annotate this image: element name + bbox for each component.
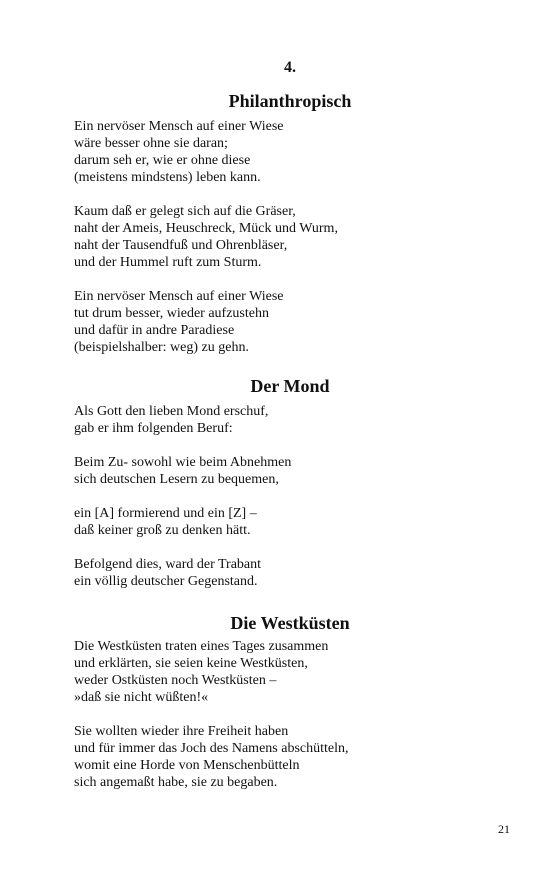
page-number: 21 xyxy=(498,822,510,836)
verse-line: und für immer das Joch des Namens abschütteln, xyxy=(74,741,349,756)
verse-line: (meistens mindstens) leben kann. xyxy=(74,170,261,185)
stanza xyxy=(74,118,514,186)
verse-line: Ein nervöser Mensch auf einer Wiese xyxy=(74,119,284,134)
section-number: 4. xyxy=(284,59,296,76)
verse-line: sich deutschen Lesern zu bequemen, xyxy=(74,472,279,487)
poem-title-philanthropisch: Philanthropisch xyxy=(228,91,352,111)
verse-line: sich angemaßt habe, sie zu begaben. xyxy=(74,775,278,790)
verse-line: weder Ostküsten noch Westküsten – xyxy=(74,673,277,688)
verse-line: und erklärten, sie seien keine Westküsten, xyxy=(74,656,308,671)
poem-body-der-mond xyxy=(74,403,514,590)
verse-line: tut drum besser, wieder aufzustehn xyxy=(74,306,269,321)
verse-line: »daß sie nicht wüßten!« xyxy=(74,690,209,705)
verse-line: naht der Ameis, Heuschreck, Mück und Wurm, xyxy=(74,221,338,236)
stanza xyxy=(74,288,514,356)
verse-line: darum seh er, wie er ohne diese xyxy=(74,153,251,168)
poem-title-der-mond: Der Mond xyxy=(250,376,330,396)
stanza xyxy=(74,454,514,488)
verse-line: ein [A] formierend und ein [Z] – xyxy=(74,506,257,521)
stanza xyxy=(74,723,514,791)
verse-line: und dafür in andre Paradiese xyxy=(74,323,235,338)
verse-line: (beispielshalber: weg) zu gehn. xyxy=(74,340,249,355)
stanza xyxy=(74,203,514,271)
verse-line: Beim Zu- sowohl wie beim Abnehmen xyxy=(74,455,292,470)
stanza xyxy=(74,556,514,590)
verse-line: gab er ihm folgenden Beruf: xyxy=(74,421,233,436)
verse-line: Als Gott den lieben Mond erschuf, xyxy=(74,404,269,419)
verse-line: naht der Tausendfuß und Ohrenbläser, xyxy=(74,238,288,253)
verse-line: Die Westküsten traten eines Tages zusammen xyxy=(74,639,329,654)
verse-line: Sie wollten wieder ihre Freiheit haben xyxy=(74,724,289,739)
verse-line: Befolgend dies, ward der Trabant xyxy=(74,557,262,572)
verse-line: womit eine Horde von Menschenbütteln xyxy=(74,758,300,773)
verse-line: und der Hummel ruft zum Sturm. xyxy=(74,255,262,270)
poem-body-die-westkuesten xyxy=(74,638,514,791)
verse-line: wäre besser ohne sie daran; xyxy=(74,136,228,151)
stanza xyxy=(74,638,514,706)
verse-line: ein völlig deutscher Gegenstand. xyxy=(74,574,258,589)
verse-line: Ein nervöser Mensch auf einer Wiese xyxy=(74,289,284,304)
poem-body-philanthropisch xyxy=(74,118,514,356)
verse-line: Kaum daß er gelegt sich auf die Gräser, xyxy=(74,204,296,219)
poem-title-die-westkuesten: Die Westküsten xyxy=(230,613,350,633)
verse-line: daß keiner groß zu denken hätt. xyxy=(74,523,251,538)
stanza xyxy=(74,403,514,437)
stanza xyxy=(74,505,514,539)
